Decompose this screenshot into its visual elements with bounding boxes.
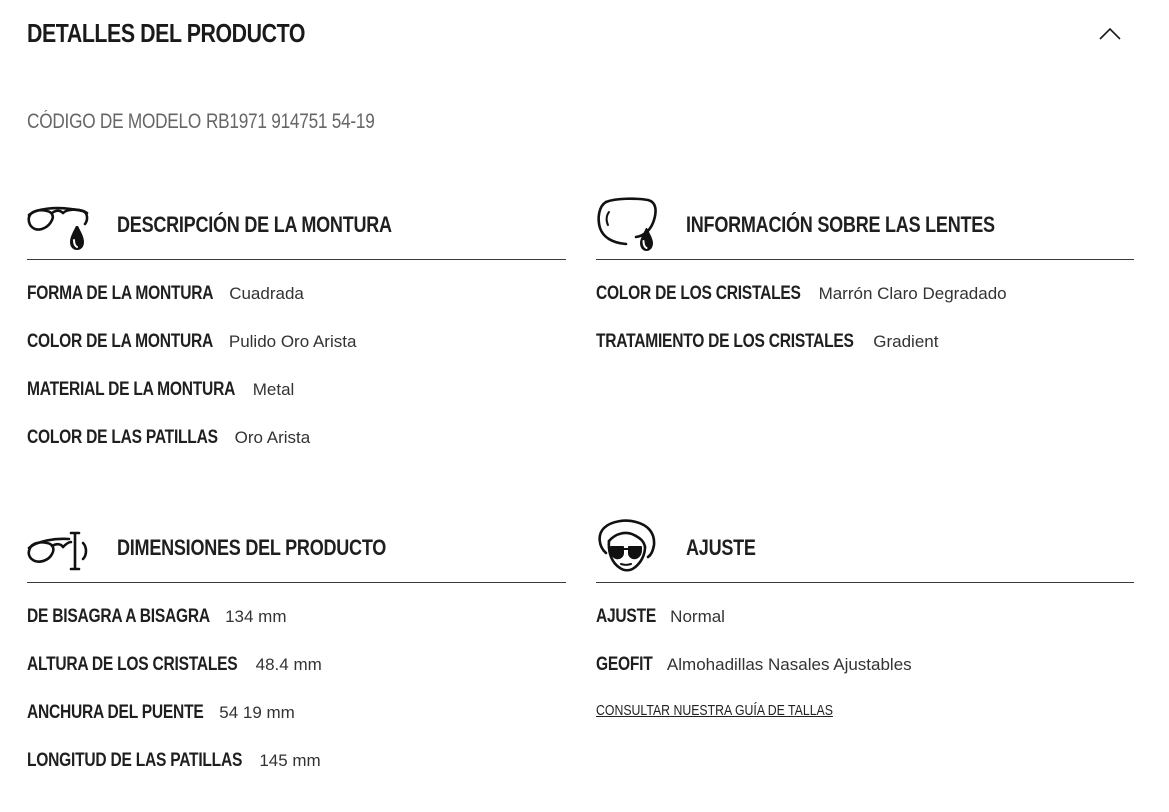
spec-value: 145 mm [259,751,321,770]
spec-value: Almohadillas Nasales Ajustables [666,655,912,674]
size-guide-link[interactable]: CONSULTAR NUESTRA GUÍA DE TALLAS [596,702,833,719]
glasses-measure-icon [27,519,89,579]
spec-label: ANCHURA DEL PUENTE [27,702,204,723]
list-item [27,379,566,427]
list-item [27,427,566,475]
spec-value: Marrón Claro Degradado [818,284,1007,303]
section-title: DESCRIPCIÓN DE LA MONTURA [117,212,392,237]
page-title: DETALLES DEL PRODUCTO [27,18,306,48]
list-item [596,331,1134,379]
section-header [596,188,1134,260]
product-details-header[interactable] [27,0,1134,70]
list-item [596,702,1134,732]
list-item [596,654,1134,702]
list-item [27,750,566,798]
list-item [27,606,566,654]
spec-label: MATERIAL DE LA MONTURA [27,379,236,400]
section-header [596,511,1134,583]
list-item [27,702,566,750]
section-title: INFORMACIÓN SOBRE LAS LENTES [686,212,995,237]
spec-label: ALTURA DE LOS CRISTALES [27,654,238,675]
glasses-drop-icon [27,196,89,256]
section-header [27,511,566,583]
spec-value: Metal [252,380,295,399]
spec-value: Normal [670,607,725,626]
spec-value: 134 mm [225,607,287,626]
model-code [27,110,375,134]
lens-drop-icon [596,196,658,256]
list-item [27,654,566,702]
section-title: DIMENSIONES DEL PRODUCTO [117,535,387,560]
product-dimensions-section [27,511,566,798]
spec-value: 54 19 mm [219,703,295,722]
spec-label: GEOFIT [596,654,653,675]
spec-label: COLOR DE LA MONTURA [27,331,214,352]
list-item [596,283,1134,331]
spec-value: Pulido Oro Arista [228,332,357,351]
lens-information-section [596,188,1134,379]
face-glasses-icon [596,519,658,579]
spec-value: Oro Arista [234,428,311,447]
spec-label: TRATAMIENTO DE LOS CRISTALES [596,331,854,352]
model-code-label: CÓDIGO DE MODELO [27,110,202,133]
fit-section [596,511,1134,732]
spec-value: Cuadrada [229,284,304,303]
list-item [596,606,1134,654]
frame-description-section [27,188,566,475]
list-item [27,283,566,331]
section-header [27,188,566,260]
spec-label: FORMA DE LA MONTURA [27,283,214,304]
spec-value: 48.4 mm [255,655,322,674]
chevron-up-icon[interactable] [1098,22,1122,46]
spec-label: COLOR DE LAS PATILLAS [27,427,218,448]
spec-label: LONGITUD DE LAS PATILLAS [27,750,243,771]
spec-label: DE BISAGRA A BISAGRA [27,606,210,627]
spec-label: COLOR DE LOS CRISTALES [596,283,801,304]
section-title: AJUSTE [686,535,756,560]
list-item [27,331,566,379]
spec-label: AJUSTE [596,606,657,627]
model-code-value: RB1971 914751 54-19 [205,110,375,133]
spec-value: Gradient [873,332,939,351]
